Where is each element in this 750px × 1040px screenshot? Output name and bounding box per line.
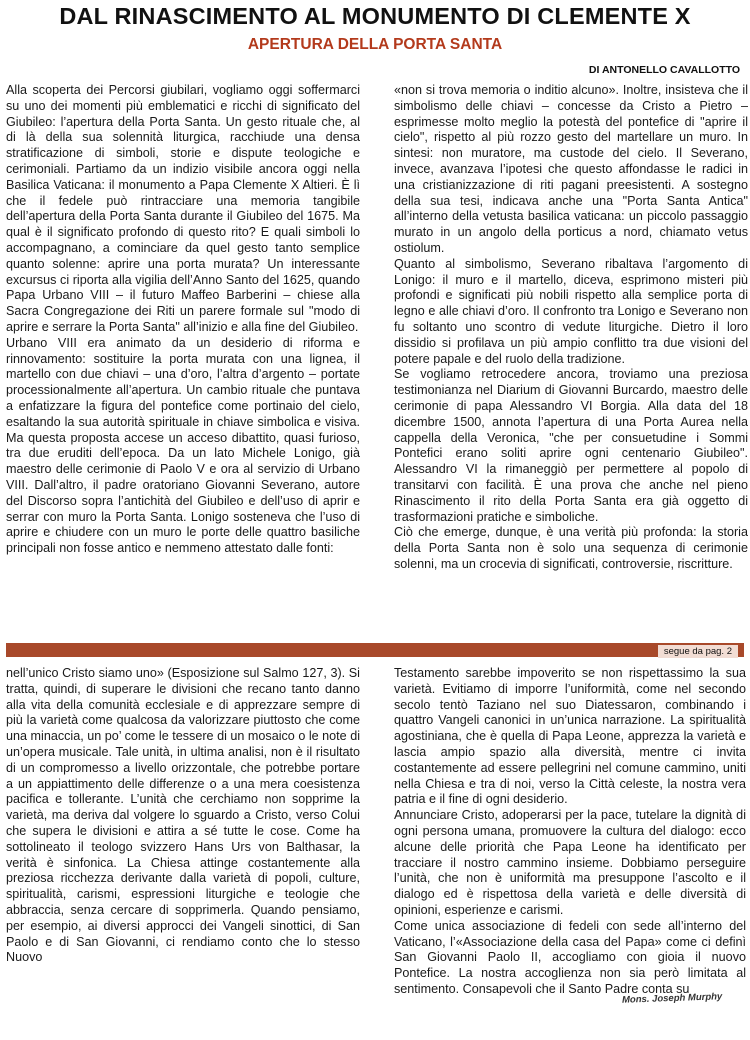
paragraph: Testamento sarebbe impoverito se non rispettassimo la sua varietà. Evitiamo di imporre l’uniformità, come nel secondo secolo tentò Taziano nel suo Diatessaron, combinando i quattro Vangeli canonici in un’unica narrazione. La spiritualità agostiniana, che è quella di Papa Leone, apprezza la varietà e lascia ampio spazio alla diversità, mentre ci invita costantemente ad essere pellegrini nel comune cammino, uniti nella Chiesa e tra di noi, verso la Città celeste, la nostra vera patria e il fine di ogni desiderio.: [394, 666, 746, 807]
author-byline: DI ANTONELLO CAVALLOTTO: [588, 64, 740, 76]
paragraph: nell’unico Cristo siamo uno» (Esposizione sul Salmo 127, 3). Si tratta, quindi, di superare le divisioni che recano tanto danno alla vita della comunità ecclesiale e di apprezzare sempre di più la varietà come qualcosa da valorizzare piuttosto che come una minaccia, un po’ come le tessere di un mosaico o le note di un’opera musicale. Tale unità, in ultima analisi, non è il risultato di un compromesso a livello orizzontale, che potrebbe portare a un appiattimento delle differenze o a una mera coesistenza pacifica e tollerante. L’unità che cerchiamo non sopprime la varietà, ma deriva dal volgere lo sguardo a Cristo, verso Colui che supera le divisioni e attira a sé tutte le cose. Come ha sottolineato il teologo svizzero Hans Urs von Balthasar, la verità è sinfonica. La Chiesa attinge costantemente alla preziosa ricchezza derivante dalla varietà di popoli, culture, spiritualità, carismi, espressioni liturgiche e teologie che abbraccia, senza cercare di sopprimerla. Quando pensiamo, per esempio, ai diversi approcci dei Vangeli sinottici, di San Paolo e di San Giovanni, ci rendiamo conto che lo stesso Nuovo: [6, 666, 360, 965]
author-signature: Mons. Joseph Murphy: [621, 991, 723, 1006]
paragraph: Annunciare Cristo, adoperarsi per la pace, tutelare la dignità di ogni persona umana, promuovere la cultura del dialogo: ecco alcune delle priorità che Papa Leone ha identificato per tracciare il nostro cammino insieme. Dobbiamo perseguire l’unità, che non è uniformità ma presuppone l’ascolto e il dialogo ed è rispettosa della varietà e delle diversità di opinioni, esperienze e carismi.: [394, 808, 746, 917]
paragraph: Alla scoperta dei Percorsi giubilari, vogliamo oggi soffermarci su uno dei momenti più emblematici e ricchi di significato del Giubileo: l’apertura della Porta Santa. Un gesto rituale che, al di là della sua solennità liturgica, racchiude una densa stratificazione di simboli, storie e dispute teologiche e cerimoniali. Partiamo da un indizio visibile ancora oggi nella Basilica Vaticana: il monumento a Papa Clemente X Altieri. È lì che il fedele può rintracciare una memoria tangibile dell’apertura della Porta Santa durante il Giubileo del 1675. Ma qual è il significato profondo di questo rito? E quali simboli lo accompagnano, a cominciare da quel gesto tanto semplice quanto solenne: aprire una porta murata? Un interessante excursus ci riporta alla vigilia dell’Anno Santo del 1625, quando Papa Urbano VIII – il futuro Maffeo Barberini – chiese alla Sacra Congregazione dei Riti un parere formale sul "modo di aprire e serrare la Porta Santa" all’inizio e alla fine del Giubileo.: [6, 83, 360, 334]
article-column-1: [6, 83, 360, 557]
article-title: DAL RINASCIMENTO AL MONUMENTO DI CLEMENTE X: [59, 3, 691, 29]
article-subtitle: APERTURA DELLA PORTA SANTA: [247, 36, 503, 53]
continued-from-label: segue da pag. 2: [658, 645, 738, 658]
paragraph: Come unica associazione di fedeli con sede all’interno del Vaticano, l’«Associazione della casa del Papa» come ci definì San Giovanni Paolo II, accogliamo con gioia il nuovo Pontefice. La nostra accoglienza non sia però limitata al sentimento. Consapevoli che il Santo Padre conta su: [394, 918, 746, 996]
continued-column-1: [6, 666, 360, 966]
paragraph: Se vogliamo retrocedere ancora, troviamo una preziosa testimonianza nel Diarium di Giovanni Burcardo, maestro delle cerimonie di papa Alessandro VI Borgia. Alla data del 18 dicembre 1500, annota l’apertura di una Porta Aurea nella cappella della Veronica, "che per consuetudine i Sommi Pontefici erano soliti aprire ogni centenario Giubileo". Alessandro VI la rimaneggiò per permettere al popolo di transitarvi con facilità. È una prova che anche nel pieno Rinascimento il rito della Porta Santa era già oggetto di trasformazioni pratiche e simboliche.: [394, 367, 748, 524]
paragraph: «non si trova memoria o inditio alcuno». Inoltre, insisteva che il simbolismo delle chiavi – concesse da Cristo a Pietro – esprimesse molto meglio la potestà del pontefice di "aprire il cielo", rispetto al più rozzo gesto del martellare un muro. In sintesi: non muratore, ma custode del cielo. Il Severano, invece, avanzava l’ipotesi che questo affondasse le radici in una cristianizzazione di riti pagani preesistenti. A sostegno della sua tesi, indicava anche una "Porta Santa Antica" all’interno della vetusta basilica vaticana: un piccolo passaggio murato in un angolo della porticus a nord, chiamato vetus ostiolum.: [394, 83, 748, 255]
paragraph: Quanto al simbolismo, Severano ribaltava l’argomento di Lonigo: il muro e il martello, diceva, esprimono misteri più profondi e significati più nobili rispetto alla semplice porta di legno e alle chiavi d’oro. Il confronto tra Lonigo e Severano non fu soltanto uno scontro di vedute liturgiche. Dietro il loro dissidio si profilava un più ampio conflitto tra due visioni del potere papale e del ruolo della tradizione.: [394, 256, 748, 366]
paragraph: Urbano VIII era animato da un desiderio di riforma e rinnovamento: sostituire la porta murata con una lignea, il martello con due chiavi – una d’oro, l’altra d’argento – portate processionalmente all’apertura. Un cambio rituale che puntava a enfatizzare la figura del pontefice come portinaio del cielo, esaltando la sua autorità spirituale in chiave simbolica e visiva. Ma questa proposta accese un acceso dibattito, quasi furioso, tra due eruditi dell’epoca. Da un lato Michele Lonigo, già maestro delle cerimonie di Paolo V e ora al servizio di Urbano VIII. Dall’altro, il padre oratoriano Giovanni Severano, autore del Discorso sopra l’antichità del Giubileo e dell’uso di aprir e serrar con muro la Porta Santa. Lonigo sosteneva che l’uso di aprire e chiudere con un muro le porte delle quattro basiliche principali non fosse antico e nemmeno attestato dalle fonti:: [6, 335, 360, 556]
paragraph: Ciò che emerge, dunque, è una verità più profonda: la storia della Porta Santa non è solo una sequenza di cerimonie solenni, ma un crocevia di significati, controversie, riscritture.: [394, 525, 748, 571]
section-divider-bar: [6, 643, 744, 657]
article-column-2: [394, 83, 748, 573]
continued-column-2: [394, 666, 746, 998]
